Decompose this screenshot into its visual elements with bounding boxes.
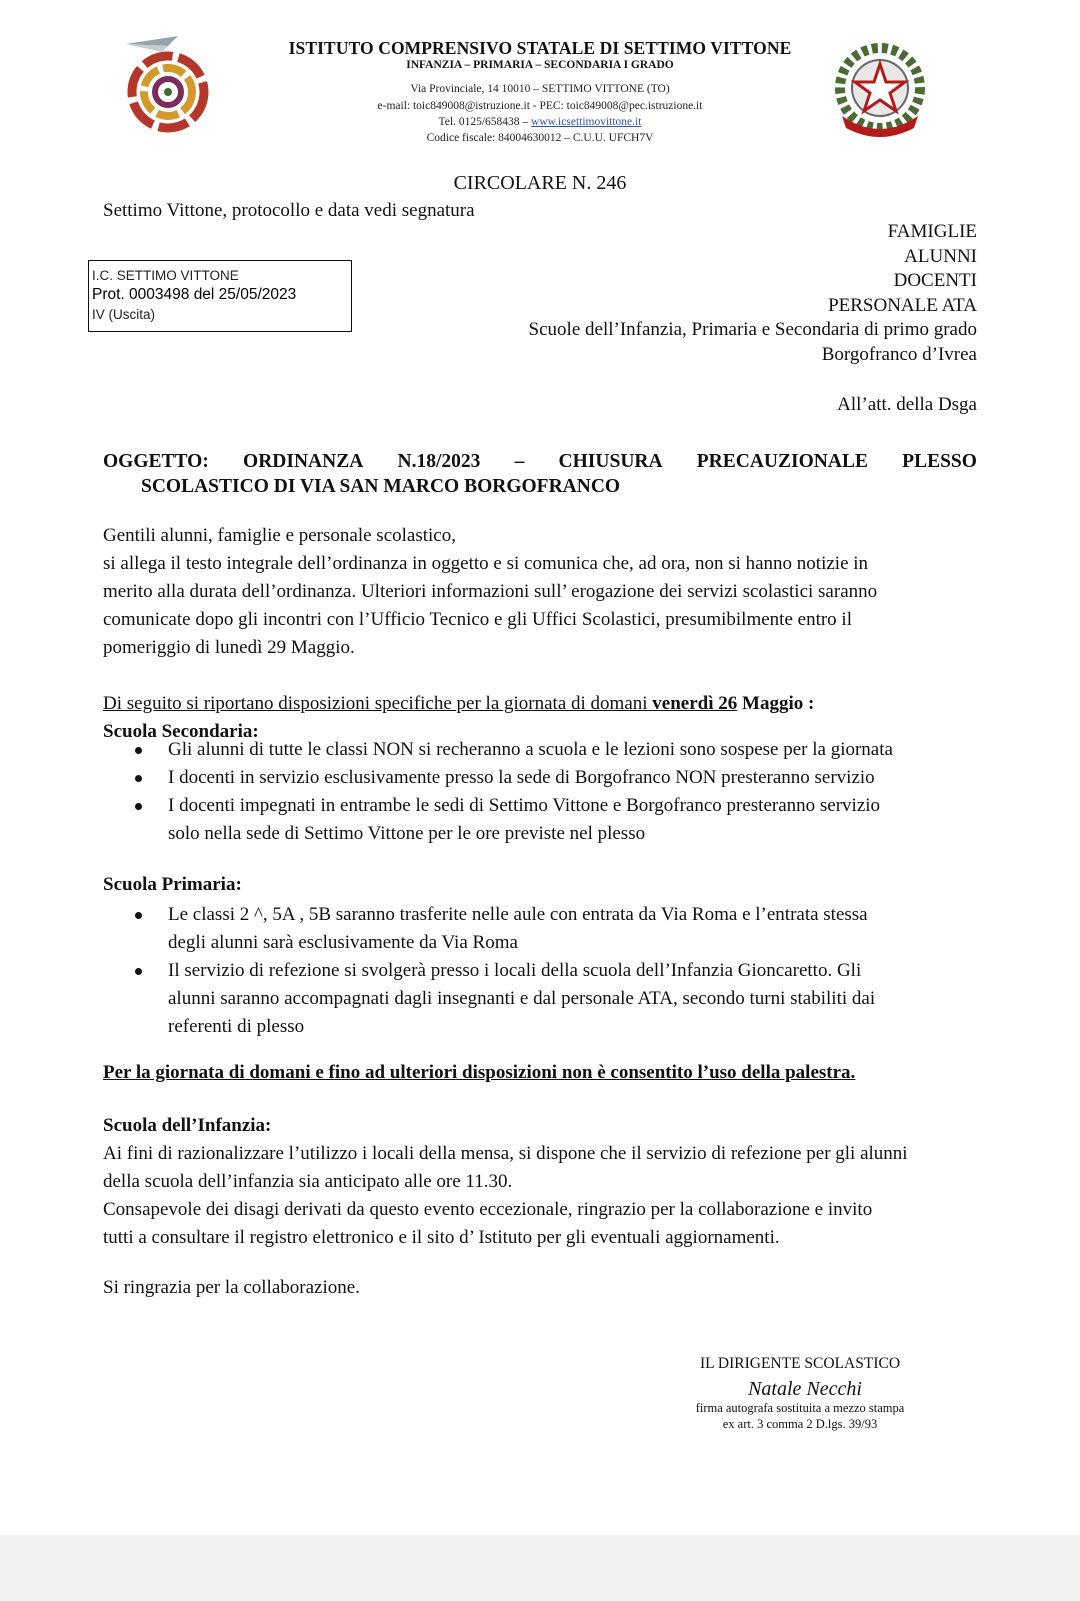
protocol-number: Prot. 0003498 del 25/05/2023 bbox=[92, 286, 297, 303]
dispositions-month: Maggio : bbox=[737, 693, 815, 714]
school-fiscal-code: Codice fiscale: 84004630012 – C.U.U. UFCH7V bbox=[426, 132, 654, 144]
school-website-link[interactable]: www.icsettimovittone.it bbox=[531, 116, 642, 128]
repubblica-italiana-emblem-icon bbox=[828, 38, 932, 142]
list-item: I docenti in servizio esclusivamente presso la sede di Borgofranco NON presteranno servizio bbox=[103, 764, 977, 792]
infanzia-line: tutti a consultare il registro elettronico e il sito d’ Istituto per gli eventuali aggiornamenti. bbox=[103, 1227, 780, 1248]
secondaria-title: Scuola Secondaria: bbox=[103, 721, 259, 742]
secondaria-list bbox=[103, 736, 977, 848]
list-item: Il servizio di refezione si svolgerà presso i locali della scuola dell’Infanzia Gioncaretto. Gli alunni saranno accompagnati dagli insegnanti e dal personale ATA, secondo turni stabiliti dai referenti di plesso bbox=[103, 957, 977, 1041]
subject-line-2: SCOLASTICO DI VIA SAN MARCO BORGOFRANCO bbox=[141, 476, 621, 497]
school-phone: Tel. 0125/658438 – bbox=[438, 116, 532, 128]
school-name: ISTITUTO COMPRENSIVO STATALE DI SETTIMO VITTONE bbox=[288, 38, 792, 58]
intro-line: comunicate dopo gli incontri con l’Ufficio Tecnico e gli Uffici Scolastici, presumibilmente entro il bbox=[103, 609, 852, 630]
infanzia-section bbox=[103, 1112, 977, 1252]
subject-word: ORDINANZA bbox=[243, 451, 364, 472]
greeting: Gentili alunni, famiglie e personale scolastico, bbox=[103, 525, 456, 546]
attention-line: All’att. della Dsga bbox=[837, 394, 977, 415]
infanzia-line: della scuola dell’infanzia sia anticipato alle ore 11.30. bbox=[103, 1171, 513, 1192]
addressee: Borgofranco d’Ivrea bbox=[821, 343, 977, 365]
addressee: FAMIGLIE bbox=[887, 221, 977, 242]
protocol-stamp bbox=[88, 260, 352, 332]
addressee: ALUNNI bbox=[904, 245, 977, 267]
dispositions-day: venerdì 26 bbox=[652, 693, 738, 714]
closing-thanks: Si ringrazia per la collaborazione. bbox=[103, 1277, 360, 1298]
addressee: DOCENTI bbox=[893, 270, 977, 291]
intro-paragraph bbox=[103, 522, 977, 662]
subject-word: PLESSO bbox=[902, 451, 977, 472]
subject-word: OGGETTO: bbox=[103, 451, 209, 472]
signature-note bbox=[650, 1400, 950, 1432]
place-date: Settimo Vittone, protocollo e data vedi segnatura bbox=[103, 200, 475, 221]
intro-line: si allega il testo integrale dell’ordinanza in oggetto e si comunica che, ad ora, non si hanno notizie in bbox=[103, 553, 869, 574]
infanzia-title: Scuola dell’Infanzia: bbox=[103, 1115, 272, 1136]
circolare-number: CIRCOLARE N. 246 bbox=[453, 172, 627, 194]
subject-word: CHIUSURA bbox=[558, 451, 663, 472]
intro-line: pomeriggio di lunedì 29 Maggio. bbox=[103, 637, 355, 658]
list-item: I docenti impegnati in entrambe le sedi di Settimo Vittone e Borgofranco presteranno servizio solo nella sede di Settimo Vittone per le ore previste nel plesso bbox=[103, 792, 977, 848]
addressee: PERSONALE ATA bbox=[828, 294, 977, 316]
signature-title: IL DIRIGENTE SCOLASTICO bbox=[699, 1355, 901, 1372]
subject bbox=[103, 449, 977, 499]
primaria-list bbox=[103, 901, 977, 1041]
school-phone-website bbox=[240, 116, 840, 128]
subject-word: – bbox=[514, 451, 525, 472]
signature-note-line: firma autografa sostituita a mezzo stampa bbox=[695, 1401, 905, 1415]
subject-word: N.18/2023 bbox=[397, 451, 481, 472]
addressee: Scuole dell’Infanzia, Primaria e Secondaria di primo grado bbox=[528, 319, 977, 340]
protocol-institute: I.C. SETTIMO VITTONE bbox=[92, 268, 239, 283]
school-levels: INFANZIA – PRIMARIA – SECONDARIA I GRADO bbox=[406, 59, 674, 71]
intro-line: merito alla durata dell’ordinanza. Ulteriori informazioni sull’ erogazione dei servizi scolastici saranno bbox=[103, 581, 878, 602]
signature-name: Natale Necchi bbox=[748, 1378, 862, 1400]
dispositions-lead: Di seguito si riportano disposizioni specifiche per la giornata di domani bbox=[103, 693, 653, 714]
list-item: Gli alunni di tutte le classi NON si recheranno a scuola e le lezioni sono sospese per la giornata bbox=[103, 736, 977, 764]
school-address: Via Provinciale, 14 10010 – SETTIMO VITTONE (TO) bbox=[410, 83, 670, 95]
primaria-title: Scuola Primaria: bbox=[103, 874, 242, 895]
palestra-notice: Per la giornata di domani e fino ad ulteriori disposizioni non è consentito l’uso della palestra. bbox=[103, 1062, 856, 1083]
school-email: e-mail: toic849008@istruzione.it - PEC: toic849008@pec.istruzione.it bbox=[377, 100, 703, 112]
addressees bbox=[529, 220, 977, 367]
protocol-direction: IV (Uscita) bbox=[92, 307, 156, 322]
signature-note-line: ex art. 3 comma 2 D.lgs. 39/93 bbox=[722, 1417, 878, 1431]
school-spiral-logo-icon bbox=[118, 30, 226, 138]
viewer-footer-bar bbox=[0, 1535, 1080, 1601]
infanzia-line: Ai fini di razionalizzare l’utilizzo i locali della mensa, si dispone che il servizio di refezione per gli alunni bbox=[103, 1143, 908, 1164]
list-item: Le classi 2 ^, 5A , 5B saranno trasferite nelle aule con entrata da Via Roma e l’entrata stessa degli alunni sarà esclusivamente da Via Roma bbox=[103, 901, 977, 957]
subject-word: PRECAUZIONALE bbox=[696, 451, 868, 472]
infanzia-line: Consapevole dei disagi derivati da questo evento eccezionale, ringrazio per la collaborazione e invito bbox=[103, 1199, 873, 1220]
